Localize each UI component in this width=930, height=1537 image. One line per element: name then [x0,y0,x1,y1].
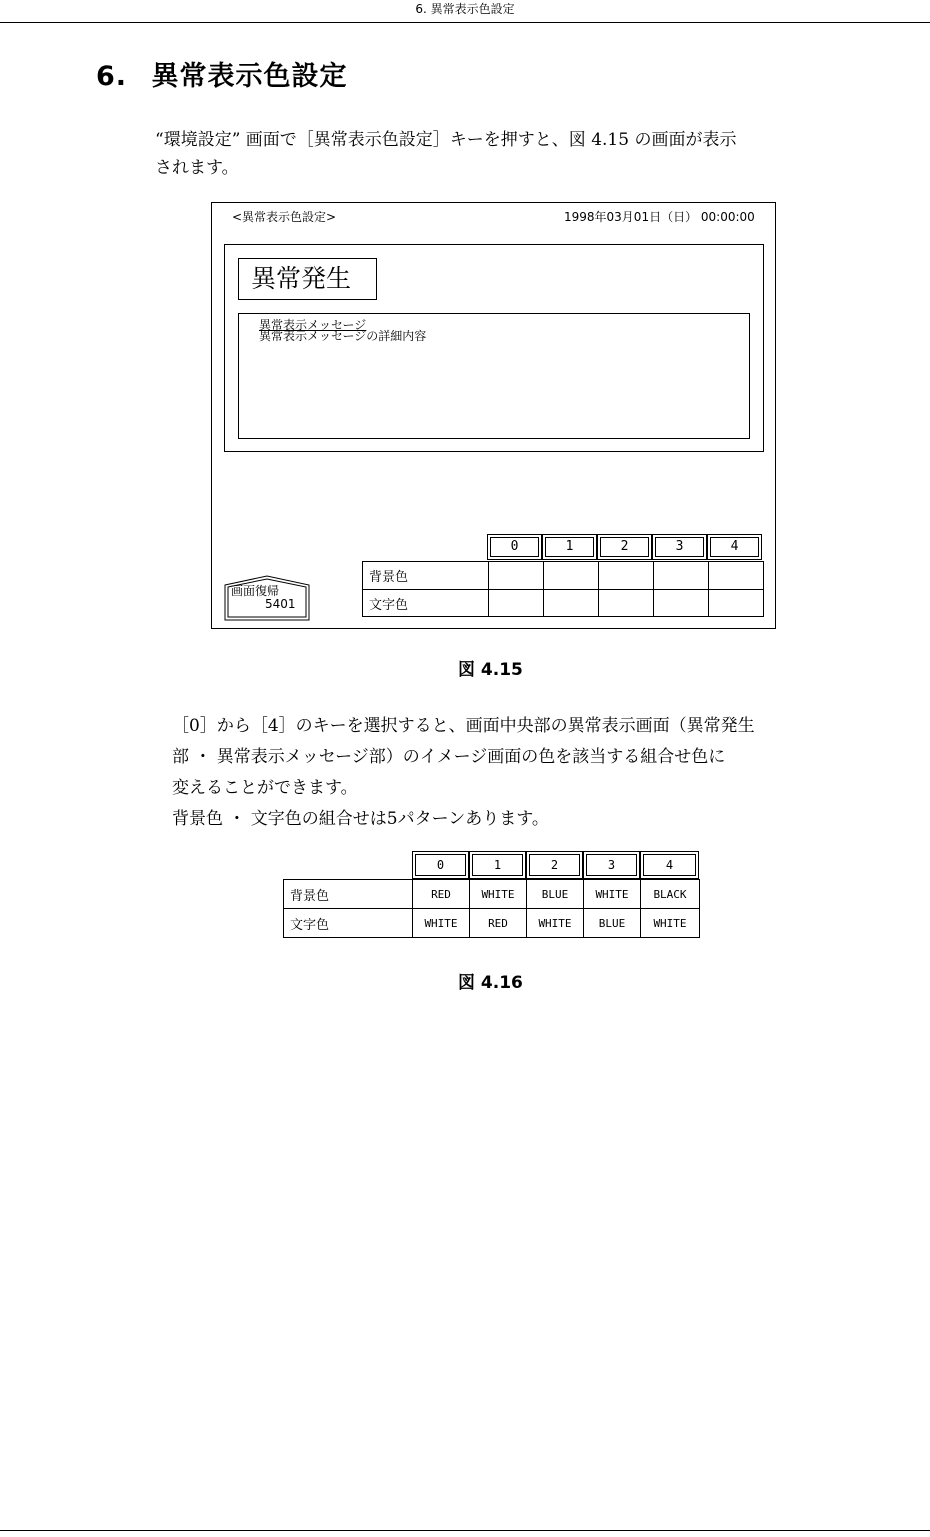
screen-color-table [362,561,764,617]
running-header: 6. 異常表示色設定 [0,0,930,23]
color-combination-table [283,879,700,938]
message-title: 異常表示メッセージ [259,318,367,332]
alarm-display-frame [224,244,764,452]
figure-caption-4-16: 図 4.16 [458,973,523,993]
row-label-text: 文字色 [284,909,413,938]
restore-label: 画面復帰 [231,584,280,598]
section-number: 6. [96,61,128,92]
color-key-2[interactable]: 2 [597,534,652,560]
table-cell: RED [470,909,527,938]
table-key-4: 4 [640,851,699,879]
row-label-background: 背景色 [284,880,413,909]
table-cell: WHITE [527,909,584,938]
table-key-3: 3 [583,851,640,879]
intro-line-2: されます。 [155,158,239,178]
table-key-0: 0 [412,851,469,879]
section-title-text: 異常表示色設定 [151,61,348,92]
explanation-line-2: 部 ・ 異常表示メッセージ部）のイメージ画面の色を該当する組合せ色に [172,747,726,767]
table-cell: WHITE [470,880,527,909]
screen-figure [211,202,776,629]
table-key-1: 1 [469,851,526,879]
table-cell: WHITE [641,909,700,938]
figure-caption-4-15: 図 4.15 [458,660,523,680]
screen-datetime: 1998年03月01日（日） 00:00:00 [564,210,755,224]
row-label-text: 文字色 [363,590,489,617]
row-label-background: 背景色 [363,562,489,590]
table-cell: BLUE [584,909,641,938]
alarm-occurred-box: 異常発生 [238,258,377,300]
table-cell: WHITE [413,909,470,938]
table-row [284,909,700,938]
table-row [284,880,700,909]
section-title [96,54,347,93]
table-cell: WHITE [584,880,641,909]
table-row [363,590,764,617]
explanation-line-4: 背景色 ・ 文字色の組合せは5パターンあります。 [172,809,549,829]
table-cell: BLUE [527,880,584,909]
table-key-2: 2 [526,851,583,879]
restore-code: 5401 [265,597,296,611]
message-detail: 異常表示メッセージの詳細内容 [259,329,427,343]
screen-title: <異常表示色設定> [232,210,337,224]
color-key-4[interactable]: 4 [707,534,762,560]
intro-line-1: “環境設定” 画面で［異常表示色設定］キーを押すと、図 4.15 の画面が表示 [155,130,737,150]
color-key-0[interactable]: 0 [487,534,542,560]
color-key-3[interactable]: 3 [652,534,707,560]
color-key-1[interactable]: 1 [542,534,597,560]
table-cell: RED [413,880,470,909]
table-row [363,562,764,590]
explanation-line-1: ［0］から［4］のキーを選択すると、画面中央部の異常表示画面（異常発生 [172,716,755,736]
explanation-line-3: 変えることができます。 [172,778,358,798]
table-cell: BLACK [641,880,700,909]
message-box [238,313,750,439]
footer-rule [0,1530,930,1531]
